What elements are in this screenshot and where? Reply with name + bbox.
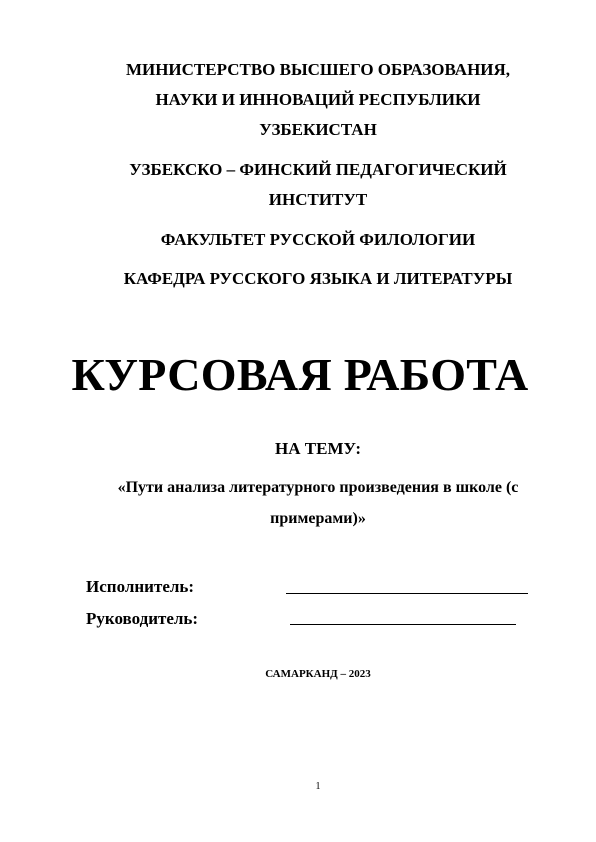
institute-line-1: УЗБЕКСКО – ФИНСКИЙ ПЕДАГОГИЧЕСКИЙ	[129, 160, 507, 179]
document-title: КУРСОВАЯ РАБОТА	[71, 349, 529, 400]
supervisor-label: Руководитель:	[86, 609, 199, 628]
topic-label: НА ТЕМУ:	[275, 439, 361, 458]
faculty-name: ФАКУЛЬТЕТ РУССКОЙ ФИЛОЛОГИИ	[160, 230, 476, 249]
performer-signature-line	[286, 593, 528, 594]
supervisor-signature-line	[290, 624, 516, 625]
ministry-line-1: МИНИСТЕРСТВО ВЫСШЕГО ОБРАЗОВАНИЯ,	[125, 60, 511, 79]
department-name: КАФЕДРА РУССКОГО ЯЗЫКА И ЛИТЕРАТУРЫ	[123, 269, 513, 288]
ministry-line-3: УЗБЕКИСТАН	[259, 120, 377, 139]
topic-line-2: примерами)»	[270, 510, 366, 527]
topic-line-1: «Пути анализа литературного произведения в школе (с	[117, 479, 519, 496]
performer-label: Исполнитель:	[86, 577, 195, 596]
city-year: САМАРКАНД – 2023	[265, 668, 371, 680]
ministry-line-2: НАУКИ И ИННОВАЦИЙ РЕСПУБЛИКИ	[155, 90, 481, 109]
institute-line-2: ИНСТИТУТ	[268, 190, 368, 209]
page-number: 1	[315, 781, 321, 792]
